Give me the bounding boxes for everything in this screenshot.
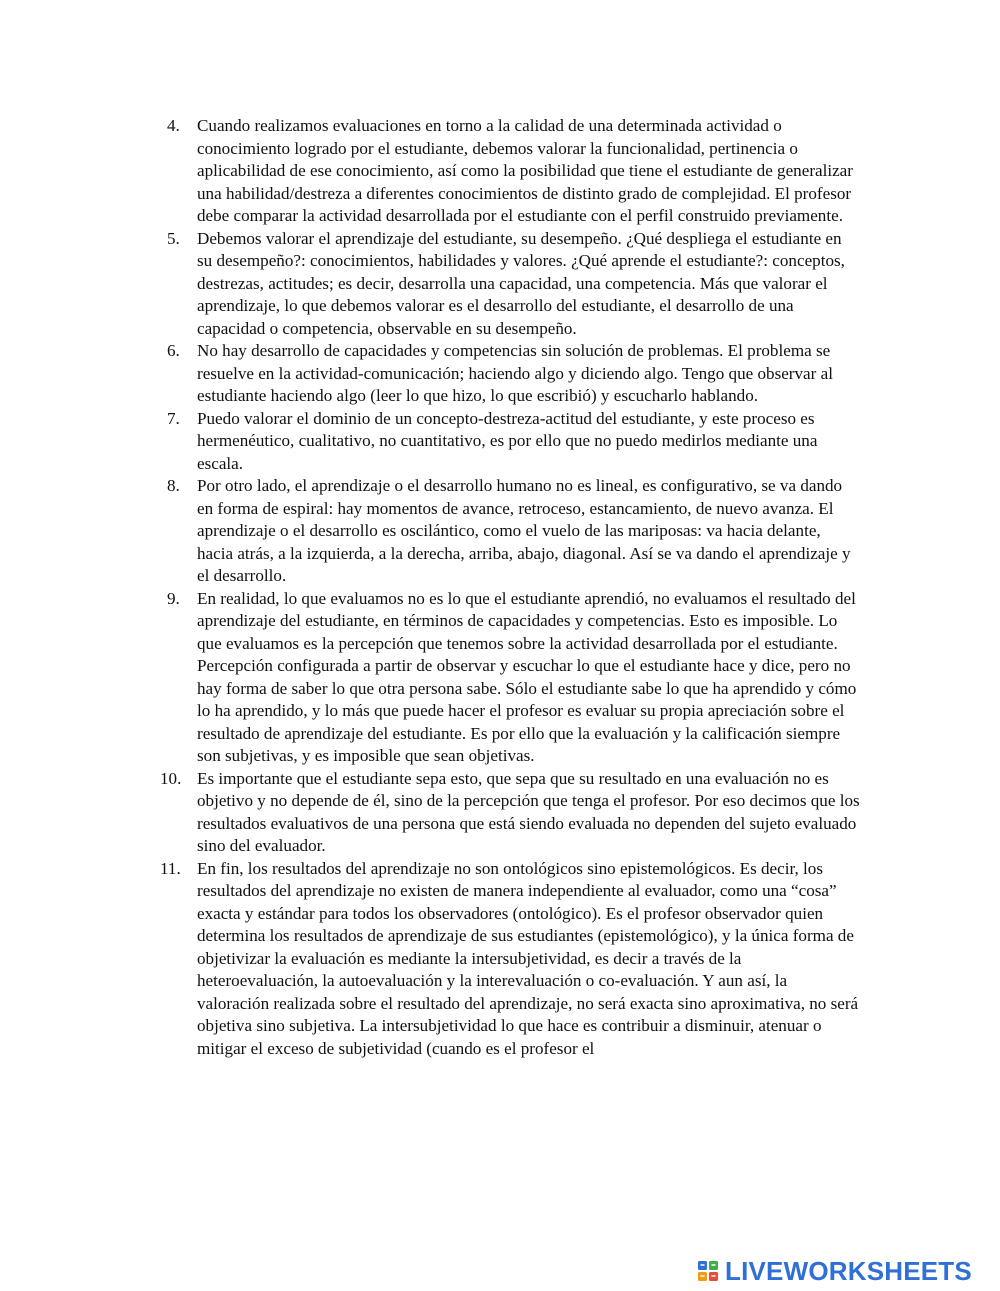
item-number: 5. (167, 228, 180, 248)
item-number: 4. (167, 116, 180, 135)
item-text: No hay desarrollo de capacidades y competencias sin solución de problemas. El problema se resuelve en la actividad-comunicación; haciendo algo y diciendo algo. Tengo que observar al estudiante haciendo algo (leer lo que hizo, lo que escribió) y escucharlo hablando. (197, 341, 833, 405)
numbered-list (160, 115, 860, 1060)
liveworksheets-logo-icon (697, 1259, 721, 1283)
item-text: Es importante que el estudiante sepa esto, que sepa que su resultado en una evaluación no es objetivo y no depende de él, sino de la percepción que tenga el profesor. Por eso decimos que los resultados evaluativos de una persona que está siendo evaluada no dependen del sujeto evaluado sino del evaluador. (197, 768, 860, 855)
item-number: 11. (160, 858, 181, 878)
list-item (160, 768, 860, 858)
item-number: 7. (167, 408, 180, 428)
list-item (160, 228, 860, 341)
item-text: Cuando realizamos evaluaciones en torno a la calidad de una determinada actividad o conocimiento logrado por el estudiante, debemos valorar la funcionalidad, pertinencia o aplicabilidad de ese conocimiento, así como la posibilidad que tiene el estudiante de generalizar una habilidad/destreza a diferentes conocimientos de distinto grado de complejidad. El profesor debe comparar la actividad desarrollada por el estudiante con el perfil construido previamente. (197, 116, 853, 225)
item-text: Por otro lado, el aprendizaje o el desarrollo humano no es lineal, es configurativo, se va dando en forma de espiral: hay momentos de avance, retroceso, estancamiento, de nuevo avanza. El aprendizaje o el desarrollo es oscilántico, como el vuelo de las mariposas: va hacia delante, hacia atrás, a la izquierda, a la derecha, arriba, abajo, diagonal. Así se va dando el aprendizaje y el desarrollo. (197, 476, 851, 585)
item-text: Puedo valorar el dominio de un concepto-destreza-actitud del estudiante, y este proceso es hermenéutico, cualitativo, no cuantitativo, es por ello que no puedo medirlos mediante una escala. (197, 408, 818, 473)
item-text: En realidad, lo que evaluamos no es lo que el estudiante aprendió, no evaluamos el resultado del aprendizaje del estudiante, en términos de capacidades y competencias. Esto es imposible. Lo que evaluamos es la percepción que tenemos sobre la actividad desarrollada por el estudiante. Percepción configurada a partir de observar y escuchar lo que el estudiante hace y dice, pero no hay forma de saber lo que otra persona sabe. Sólo el estudiante sabe lo que ha aprendido y cómo lo ha aprendido, y lo más que puede hacer el profesor es evaluar su propia apreciación sobre el resultado de aprendizaje del estudiante. Es por ello que la evaluación y la calificación siempre son subjetivas, y es imposible que sean objetivas. (197, 588, 857, 765)
list-item (160, 475, 860, 588)
item-number: 6. (167, 341, 180, 360)
item-number: 9. (167, 588, 180, 608)
list-item (160, 115, 860, 228)
liveworksheets-logo-text: LIVEWORKSHEETS (725, 1256, 972, 1286)
list-item (160, 340, 860, 408)
item-number: 10. (160, 768, 182, 788)
list-item (160, 408, 860, 476)
item-text: Debemos valorar el aprendizaje del estudiante, su desempeño. ¿Qué despliega el estudiante en su desempeño?: conocimientos, habilidades y valores. ¿Qué aprende el estudiante?: conceptos, destrezas, actitudes; es decir, desarrolla una capacidad, una competencia. Más que valorar el aprendizaje, lo que debemos valorar es el desarrollo del estudiante, el desarrollo de una capacidad o competencia, observable en su desempeño. (197, 228, 845, 338)
liveworksheets-brand[interactable] (697, 1256, 972, 1286)
item-number: 8. (167, 476, 180, 495)
item-text: En fin, los resultados del aprendizaje no son ontológicos sino epistemológicos. Es decir, los resultados del aprendizaje no existen de manera independiente al evaluador, como una “cosa” exacta y estándar para todos los observadores (ontológico). Es el profesor observador quien determina los resultados de aprendizaje de sus estudiantes (epistemológico), y la única forma de objetivizar la evaluación es mediante la intersubjetividad, es decir a través de la heteroevaluación, la autoevaluación y la interevaluación o co-evaluación. Y aun así, la valoración realizada sobre el resultado del aprendizaje, no será exacta sino aproximativa, no será objetiva sino subjetiva. La intersubjetividad lo que hace es contribuir a disminuir, atenuar o mitigar el exceso de subjetividad (cuando es el profesor el (197, 858, 859, 1058)
list-item (160, 588, 860, 768)
list-item (160, 858, 860, 1061)
